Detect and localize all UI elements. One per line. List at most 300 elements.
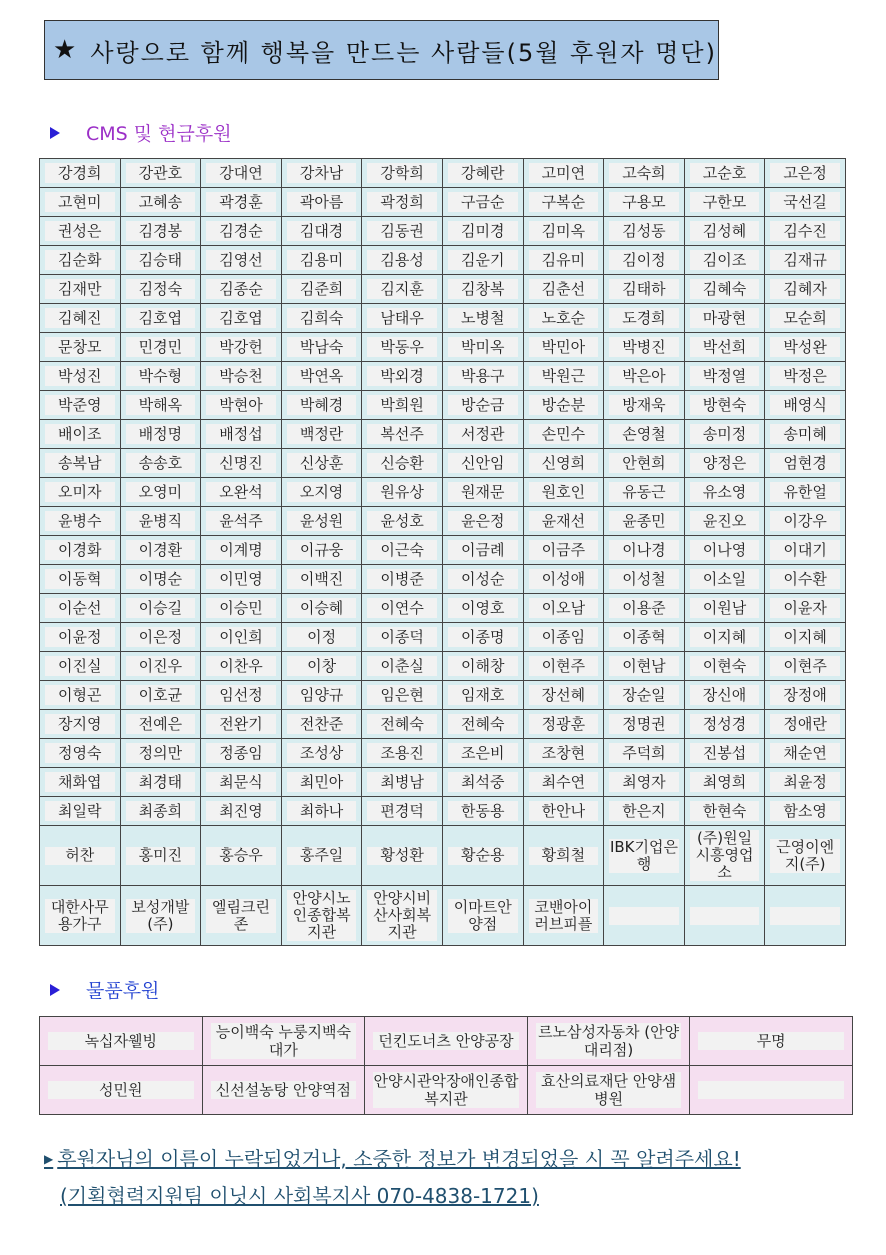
donor-name: 김혜숙 [690,279,760,299]
table-cell [201,565,282,594]
table-cell [120,652,201,681]
table-cell [281,536,362,565]
donor-name: 이인희 [206,627,276,647]
table-cell [604,826,685,886]
donor-name: 엘림크린존 [206,899,276,933]
table-cell [120,362,201,391]
table-cell [120,188,201,217]
table-cell [281,159,362,188]
donor-name: 장지영 [45,714,115,734]
donor-name: 녹십자웰빙 [48,1032,194,1050]
table-cell [765,507,846,536]
donor-name: 배이조 [45,424,115,444]
donor-name: 도경희 [609,308,679,328]
donor-name: 이성순 [448,569,518,589]
donor-name: 장정애 [770,685,840,705]
donor-name: 이계명 [206,540,276,560]
table-cell [684,797,765,826]
table-cell [442,710,523,739]
donor-name: 박용구 [448,366,518,386]
donor-name: 김태하 [609,279,679,299]
section-goods-title: 물품후원 [86,980,160,1002]
donor-name: 김혜자 [770,279,840,299]
donor-name: 이수환 [770,569,840,589]
donor-name: 양정은 [690,453,760,473]
table-cell [442,594,523,623]
table-cell [365,1017,528,1066]
donor-name: 이종임 [529,627,599,647]
donor-name: 전완기 [206,714,276,734]
star-icon: ★ [53,35,77,65]
donor-name: 유동근 [609,482,679,502]
donor-name: 편경덕 [367,801,437,821]
donor-name: 박원근 [529,366,599,386]
donor-name: 황성환 [367,847,437,865]
donor-name: 이성애 [529,569,599,589]
donor-name: 노호순 [529,308,599,328]
table-cell [40,217,121,246]
donor-name: 남태우 [367,308,437,328]
table-cell [523,739,604,768]
table-cell [684,507,765,536]
donor-name: 김준희 [287,279,357,299]
donor-name [609,907,679,925]
donor-name: 박정은 [770,366,840,386]
table-cell [201,217,282,246]
donor-name: 전혜숙 [367,714,437,734]
table-cell [604,217,685,246]
donor-name: 김미옥 [529,221,599,241]
donor-name [770,907,840,925]
table-row [40,1017,853,1066]
table-cell [281,478,362,507]
table-cell [684,739,765,768]
table-cell [201,797,282,826]
table-cell [281,886,362,946]
table-cell [523,594,604,623]
table-cell [604,333,685,362]
table-row [40,623,846,652]
table-cell [120,304,201,333]
donor-name: 안현희 [609,453,679,473]
donor-name: 이경환 [126,540,196,560]
donor-name: 오영미 [126,482,196,502]
table-cell [40,826,121,886]
donor-name: 유한얼 [770,482,840,502]
donor-name: 안양시노인종합복지관 [287,890,357,941]
donor-name: 장순일 [609,685,679,705]
donor-name: 홍승우 [206,847,276,865]
table-cell [201,507,282,536]
donor-name: 박민아 [529,337,599,357]
donor-name: 이용준 [609,598,679,618]
donor-name: 복선주 [367,424,437,444]
donor-name: 김운기 [448,250,518,270]
donor-name: 방순금 [448,395,518,415]
donor-name: 구복순 [529,192,599,212]
donor-name: 박성완 [770,337,840,357]
donor-name: 강대연 [206,163,276,183]
donor-name: 김춘선 [529,279,599,299]
table-row [40,449,846,478]
table-cell [120,565,201,594]
table-cell [604,886,685,946]
donor-name: 이근숙 [367,540,437,560]
donor-name: 고은정 [770,163,840,183]
table-cell [40,420,121,449]
donor-name: 임은현 [367,685,437,705]
table-cell [120,681,201,710]
table-cell [604,710,685,739]
donor-name: 오완석 [206,482,276,502]
donor-name: 강관호 [126,163,196,183]
donor-name: 송미정 [690,424,760,444]
table-cell [201,333,282,362]
donor-name: 김창복 [448,279,518,299]
donor-name: 오미자 [45,482,115,502]
table-cell [120,275,201,304]
table-cell [523,623,604,652]
table-cell [684,246,765,275]
table-cell [362,710,443,739]
donor-name: 홍주일 [287,847,357,865]
donor-name: 윤병직 [126,511,196,531]
donor-name: 조창현 [529,743,599,763]
table-cell [765,623,846,652]
table-cell [684,681,765,710]
table-cell [765,739,846,768]
table-cell [281,420,362,449]
table-cell [527,1017,690,1066]
donor-name: 구한모 [690,192,760,212]
triangle-bullet-icon [50,984,60,996]
donor-name: 이해창 [448,656,518,676]
donor-name: 방재욱 [609,395,679,415]
table-cell [281,507,362,536]
donor-name: 한은지 [609,801,679,821]
donor-name [690,907,760,925]
table-cell [604,362,685,391]
donor-name: 이병준 [367,569,437,589]
donor-name: 조성상 [287,743,357,763]
donor-name: 원유상 [367,482,437,502]
table-cell [442,246,523,275]
table-cell [523,391,604,420]
table-cell [684,652,765,681]
table-cell [120,536,201,565]
table-cell [604,768,685,797]
table-row [40,710,846,739]
table-cell [684,275,765,304]
table-cell [362,449,443,478]
donor-name: 이종명 [448,627,518,647]
donor-name: 정명권 [609,714,679,734]
donor-name: 손민수 [529,424,599,444]
table-cell [362,188,443,217]
table-row [40,304,846,333]
table-cell [523,478,604,507]
donor-name: 오지영 [287,482,357,502]
donor-name: 박동우 [367,337,437,357]
donor-name: 김유미 [529,250,599,270]
donor-name: 김혜진 [45,308,115,328]
table-cell [120,217,201,246]
table-cell [604,420,685,449]
donor-name: 최민아 [287,772,357,792]
donor-name: 신선설농탕 안양역점 [211,1081,357,1099]
donor-name: 최경태 [126,772,196,792]
table-cell [684,478,765,507]
donor-name: 강학희 [367,163,437,183]
table-cell [120,826,201,886]
table-cell [442,886,523,946]
donor-name: 한현숙 [690,801,760,821]
donor-name: 국선길 [770,192,840,212]
donor-name: 정의만 [126,743,196,763]
table-row [40,536,846,565]
donor-name: 정종임 [206,743,276,763]
table-cell [40,449,121,478]
table-cell [120,594,201,623]
donor-name: 엄현경 [770,453,840,473]
donor-name: 이원남 [690,598,760,618]
table-cell [40,536,121,565]
donor-name: 박승천 [206,366,276,386]
table-cell [684,420,765,449]
donor-name: 고순호 [690,163,760,183]
donor-name: 고미연 [529,163,599,183]
table-cell [281,623,362,652]
donor-name: 김호엽 [126,308,196,328]
table-cell [120,246,201,275]
donor-name: 김경봉 [126,221,196,241]
table-cell [201,188,282,217]
table-cell [765,681,846,710]
table-cell [765,478,846,507]
donor-name: 윤재선 [529,511,599,531]
donor-name: 박남숙 [287,337,357,357]
table-cell [684,362,765,391]
donor-name: 신명진 [206,453,276,473]
table-cell [765,391,846,420]
table-cell [362,275,443,304]
table-cell [684,623,765,652]
table-cell [604,449,685,478]
donor-name: 이규웅 [287,540,357,560]
table-cell [120,739,201,768]
table-cell [40,652,121,681]
donor-name: 모순희 [770,308,840,328]
donor-name: 강차남 [287,163,357,183]
table-cell [40,565,121,594]
donor-name: 김이정 [609,250,679,270]
triangle-bullet-icon: ▶ [44,1152,54,1166]
table-row [40,886,846,946]
donor-name: 이춘실 [367,656,437,676]
table-cell [362,768,443,797]
table-cell [362,536,443,565]
donor-name: 주덕희 [609,743,679,763]
donor-name: 무명 [698,1032,844,1050]
table-cell [523,362,604,391]
table-cell [765,188,846,217]
table-cell [40,159,121,188]
table-cell [120,507,201,536]
donor-name: 민경민 [126,337,196,357]
table-cell [442,826,523,886]
table-cell [281,797,362,826]
donor-name: 이나경 [609,540,679,560]
table-row [40,420,846,449]
donor-name: 조용진 [367,743,437,763]
table-cell [40,333,121,362]
donor-name: 최윤정 [770,772,840,792]
donor-name: 장선혜 [529,685,599,705]
table-cell [281,217,362,246]
table-cell [765,768,846,797]
table-cell [442,159,523,188]
donor-name: 최석중 [448,772,518,792]
donor-name: 김용미 [287,250,357,270]
donor-name: 박선희 [690,337,760,357]
table-cell [523,681,604,710]
table-cell [442,449,523,478]
donor-name: 신상훈 [287,453,357,473]
donor-name: 김순화 [45,250,115,270]
table-row [40,275,846,304]
table-cell [201,623,282,652]
donor-name: 박외경 [367,366,437,386]
donor-name: 박은아 [609,366,679,386]
donor-name: 최하나 [287,801,357,821]
table-row [40,739,846,768]
donor-name: 홍미진 [126,847,196,865]
donor-name: 허찬 [45,847,115,865]
table-cell [201,536,282,565]
table-cell [765,710,846,739]
table-cell [40,710,121,739]
donor-name: 전혜숙 [448,714,518,734]
table-cell [684,449,765,478]
table-cell [201,478,282,507]
donor-name: 고숙희 [609,163,679,183]
donor-name: 이현숙 [690,656,760,676]
table-cell [527,1066,690,1115]
table-cell [604,681,685,710]
table-cell [523,826,604,886]
donor-name: 이찬우 [206,656,276,676]
donor-name: 임양규 [287,685,357,705]
donor-name: 이소일 [690,569,760,589]
donor-name: 구금순 [448,192,518,212]
donor-name: 신안임 [448,453,518,473]
donor-name: 채화엽 [45,772,115,792]
donor-name: 이진우 [126,656,196,676]
donor-name: 송송호 [126,453,196,473]
donor-name: 한안나 [529,801,599,821]
donor-name: 정영숙 [45,743,115,763]
donor-name: (주)원일시흥영업소 [690,830,760,881]
table-cell [202,1017,365,1066]
table-cell [604,652,685,681]
donor-name: 손영철 [609,424,679,444]
donor-name: 최문식 [206,772,276,792]
donor-name: 김희숙 [287,308,357,328]
triangle-bullet-icon [50,127,60,139]
table-cell [442,768,523,797]
table-cell [765,246,846,275]
table-cell [281,275,362,304]
table-cell [442,536,523,565]
table-cell [201,768,282,797]
table-cell [442,304,523,333]
donor-name: 이창 [287,656,357,676]
table-row [40,159,846,188]
donor-name: 이연수 [367,598,437,618]
donor-name: 이백진 [287,569,357,589]
table-cell [765,565,846,594]
table-cell [40,1066,203,1115]
table-cell [281,449,362,478]
table-cell [523,768,604,797]
table-cell [120,768,201,797]
table-cell [684,565,765,594]
donor-name: 이민영 [206,569,276,589]
table-cell [684,188,765,217]
table-cell [442,333,523,362]
donor-name: 노병철 [448,308,518,328]
donor-name: 김호엽 [206,308,276,328]
donor-name: 박정열 [690,366,760,386]
donor-name: 김지훈 [367,279,437,299]
table-cell [201,681,282,710]
donor-name: 임재호 [448,685,518,705]
table-cell [281,391,362,420]
table-row [40,565,846,594]
table-cell [365,1066,528,1115]
table-cell [281,362,362,391]
donor-name: 고혜송 [126,192,196,212]
donor-name: 이승민 [206,598,276,618]
donor-name: 이금주 [529,540,599,560]
table-cell [604,246,685,275]
table-cell [523,565,604,594]
table-cell [604,159,685,188]
donor-name: 이마트안양점 [448,899,518,933]
table-cell [765,886,846,946]
table-cell [523,797,604,826]
table-cell [201,652,282,681]
table-cell [281,594,362,623]
donor-name: 곽정희 [367,192,437,212]
donor-name: 신승환 [367,453,437,473]
table-cell [604,623,685,652]
table-cell [281,652,362,681]
table-cell [201,391,282,420]
table-cell [281,188,362,217]
table-cell [40,768,121,797]
table-cell [442,797,523,826]
table-cell [362,246,443,275]
contact-line: (기획협력지원팀 이닛시 사회복지사 070-4838-1721) [60,1184,539,1208]
table-cell [120,420,201,449]
donor-name: 윤병수 [45,511,115,531]
table-cell [442,623,523,652]
donor-name: 김성혜 [690,221,760,241]
donor-name: 박미옥 [448,337,518,357]
table-cell [362,333,443,362]
table-row [40,246,846,275]
